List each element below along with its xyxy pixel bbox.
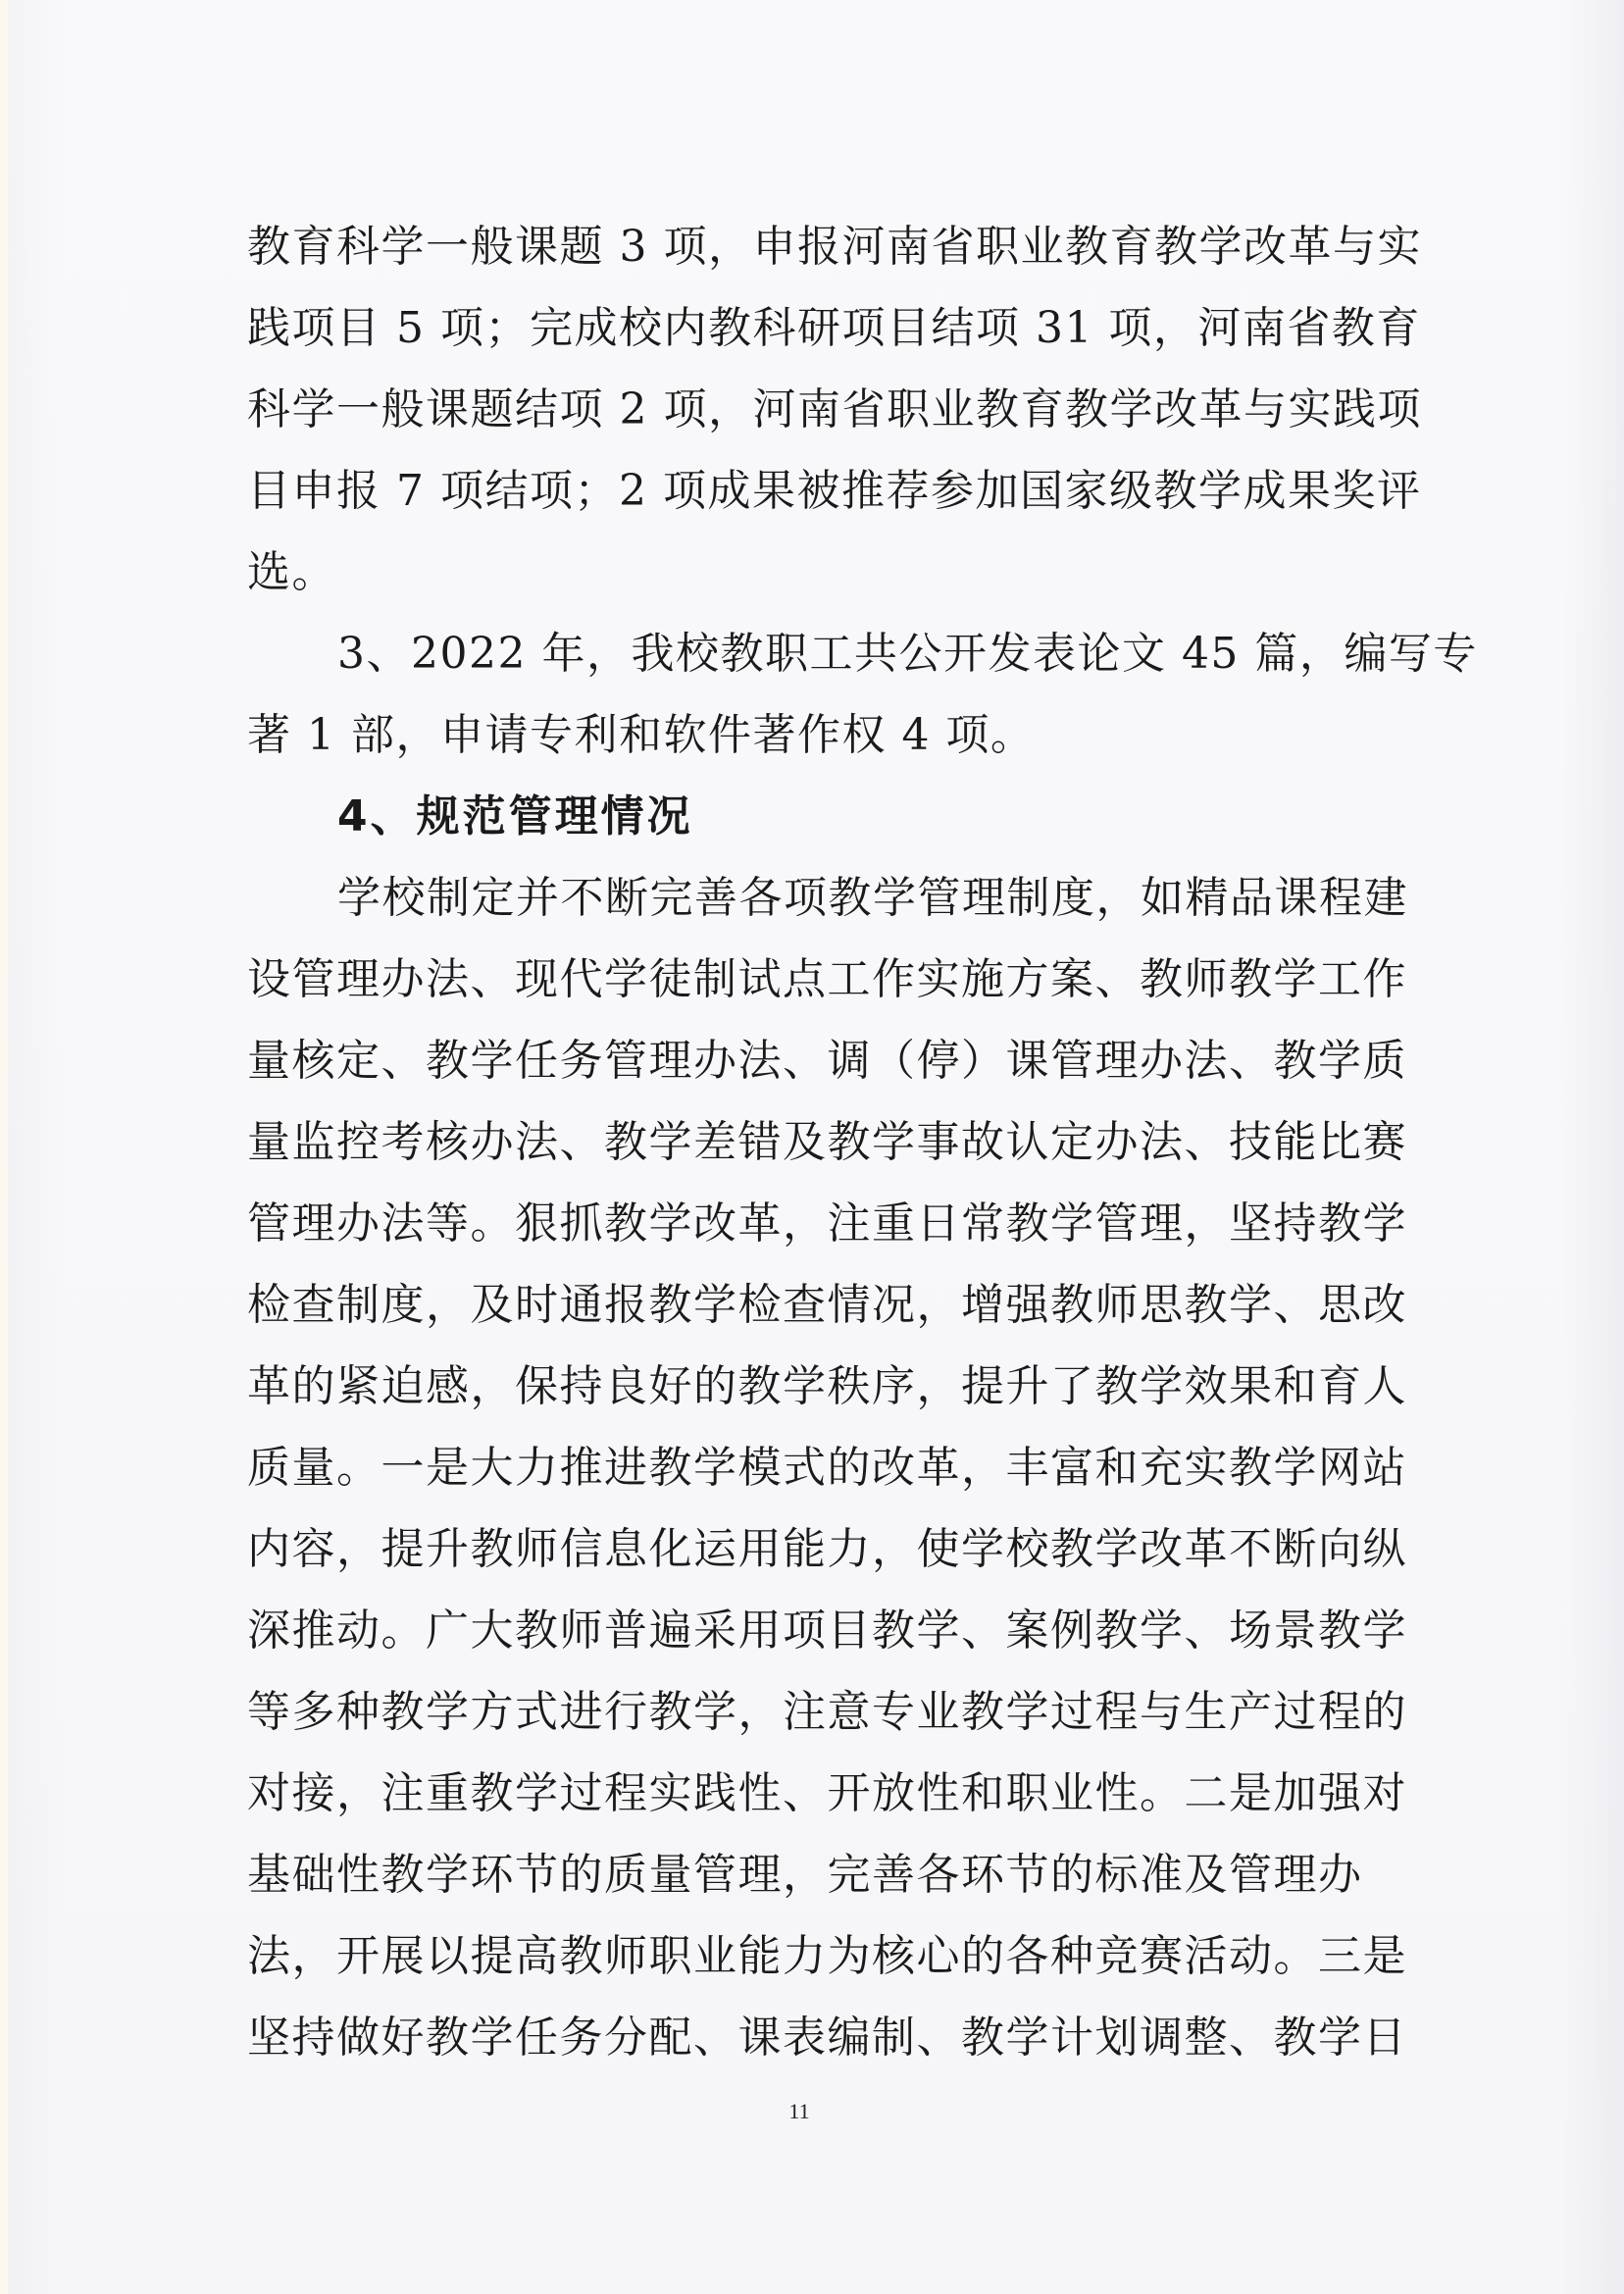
body-text <box>247 222 1478 2096</box>
page-number: 11 <box>788 2099 810 2123</box>
text-line: 等多种教学方式进行教学，注意专业教学过程与生产过程的 <box>247 1687 1407 1737</box>
text-line: 革的紧迫感，保持良好的教学秩序，提升了教学效果和育人 <box>247 1361 1407 1411</box>
text-line: 对接，注重教学过程实践性、开放性和职业性。二是加强对 <box>247 1768 1407 1818</box>
text-line: 检查制度，及时通报教学检查情况，增强教师思教学、思改 <box>247 1280 1407 1330</box>
text-line: 坚持做好教学任务分配、课表编制、教学计划调整、教学日 <box>247 2013 1407 2063</box>
text-line: 教育科学一般课题 3 项，申报河南省职业教育教学改革与实 <box>247 222 1422 272</box>
text-line: 学校制定并不断完善各项教学管理制度，如精品课程建 <box>337 873 1408 923</box>
text-line: 践项目 5 项；完成校内教科研项目结项 31 项，河南省教育 <box>247 303 1421 353</box>
text-line: 基础性教学环节的质量管理，完善各环节的标准及管理办 <box>247 1850 1363 1900</box>
text-line: 量核定、教学任务管理办法、调（停）课管理办法、教学质 <box>247 1036 1407 1086</box>
text-line: 科学一般课题结项 2 项，河南省职业教育教学改革与实践项 <box>247 384 1422 434</box>
text-line: 深推动。广大教师普遍采用项目教学、案例教学、场景教学 <box>247 1606 1407 1656</box>
section-heading: 4、规范管理情况 <box>337 791 693 841</box>
text-line: 管理办法等。狠抓教学改革，注重日常教学管理，坚持教学 <box>247 1198 1407 1249</box>
paper-edge <box>0 0 8 2294</box>
text-line: 选。 <box>247 547 336 597</box>
text-line: 质量。一是大力推进教学模式的改革，丰富和充实教学网站 <box>247 1443 1407 1493</box>
text-line: 3、2022 年，我校教职工共公开发表论文 45 篇，编写专 <box>337 629 1478 679</box>
text-line: 目申报 7 项结项；2 项成果被推荐参加国家级教学成果奖评 <box>247 466 1422 516</box>
text-line: 著 1 部，申请专利和软件著作权 4 项。 <box>247 710 1036 760</box>
text-line: 设管理办法、现代学徒制试点工作实施方案、教师教学工作 <box>247 954 1407 1004</box>
text-line: 量监控考核办法、教学差错及教学事故认定办法、技能比赛 <box>247 1117 1407 1167</box>
text-line: 法，开展以提高教师职业能力为核心的各种竞赛活动。三是 <box>247 1931 1407 1981</box>
text-line: 内容，提升教师信息化运用能力，使学校教学改革不断向纵 <box>247 1524 1407 1574</box>
